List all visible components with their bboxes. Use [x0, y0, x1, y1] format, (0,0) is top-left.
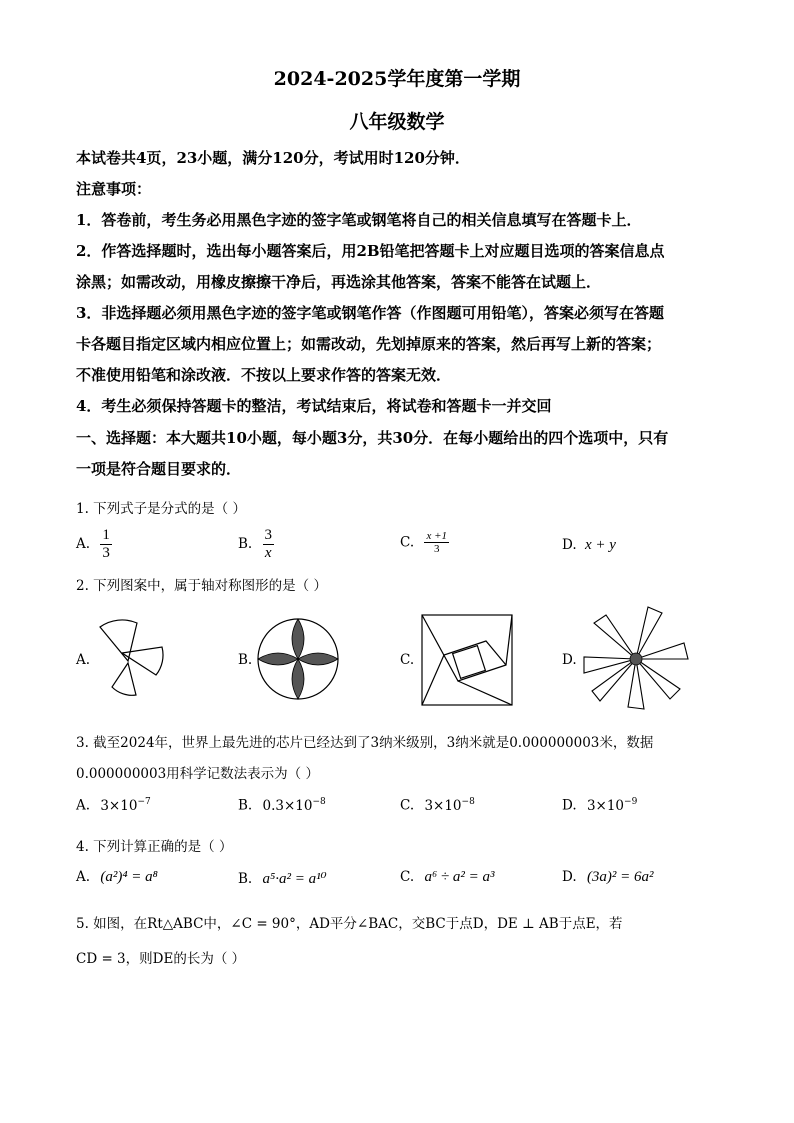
q3-a-exponent: −7 [137, 797, 151, 807]
q4-a-label: A. [76, 869, 91, 885]
q1-b-fraction [263, 527, 275, 561]
q3-c-exponent: −8 [461, 797, 475, 807]
q1-stem: 1. 下列式子是分式的是（ ） [76, 501, 246, 517]
q1-option-c [400, 530, 449, 555]
q4-option-b [238, 869, 327, 888]
q3-a-label: A. [76, 797, 91, 814]
q3-c-base: 3×10 [424, 797, 462, 814]
q1-c-fraction [424, 530, 449, 555]
q4-d-expression: (3a)² = 6a² [586, 869, 654, 885]
q2-figure-b-circle-petals [256, 617, 340, 701]
q3-option-d [562, 797, 637, 814]
q3-d-exponent: −9 [624, 797, 638, 807]
q3-c-label: C. [400, 797, 415, 814]
q1-a-label: A. [76, 536, 91, 552]
q2-stem: 2. 下列图案中，属于轴对称图形的是（ ） [76, 578, 327, 594]
notice-item-3a: 3．非选择题必须用黑色字迹的签字笔或钢笔作答（作图题可用铅笔），答案必须写在答题 [76, 304, 664, 322]
notice-item-3c: 不准使用铅笔和涂改液．不按以上要求作答的答案无效． [76, 366, 452, 384]
q3-b-exponent: −8 [312, 797, 326, 807]
q4-option-d [562, 869, 654, 886]
q2-d-label: D. [562, 652, 577, 668]
q1-b-numerator: 3 [264, 527, 273, 543]
q4-c-label: C. [400, 869, 415, 885]
q3-a-base: 3×10 [100, 797, 138, 814]
notice-item-2b: 涂黑；如需改动，用橡皮擦擦干净后，再选涂其他答案，答案不能答在试题上． [76, 273, 602, 291]
q3-b-label: B. [238, 797, 253, 814]
q1-a-numerator: 1 [102, 527, 110, 543]
q2-figure-d-windmill [582, 603, 690, 713]
q3-stem-line2: 0.000000003用科学记数法表示为（ ） [76, 766, 319, 782]
q3-d-base: 3×10 [586, 797, 625, 814]
q4-a-expression: (a²)⁴ = a⁸ [100, 869, 158, 885]
notice-item-4: 4．考生必须保持答题卡的整洁，考试结束后，将试卷和答题卡一并交回 [76, 397, 552, 415]
section1-line2: 一项是符合题目要求的． [76, 460, 242, 478]
q4-b-label: B. [238, 871, 253, 887]
q1-c-denominator: 3 [433, 543, 440, 556]
notice-item-2a: 2．作答选择题时，选出每小题答案后，用2B铅笔把答题卡上对应题目选项的答案信息点 [76, 242, 665, 260]
q1-option-b [238, 527, 274, 561]
q3-d-label: D. [562, 797, 577, 814]
q3-option-a [76, 797, 151, 814]
q4-c-expression: a⁶ ÷ a² = a³ [424, 869, 495, 885]
q2-a-label: A. [76, 652, 91, 668]
q1-option-a [76, 527, 112, 561]
section1-line1: 一、选择题：本大题共10小题，每小题3分，共30分．在每小题给出的四个选项中，只有 [76, 429, 669, 447]
q1-d-expression: x + y [584, 537, 616, 553]
q5-stem-line1: 5. 如图，在Rt△ABC中，∠C = 90°，AD平分∠BAC，交BC于点D，DE ⊥ AB于点E，若 [76, 916, 623, 932]
q1-c-numerator: x +1 [426, 530, 447, 542]
exam-subtitle: 八年级数学 [349, 111, 445, 133]
q3-option-b [238, 797, 326, 814]
q5-stem-line2: CD = 3，则DE的长为（ ） [76, 951, 246, 967]
q2-figure-c-square-pattern [420, 613, 514, 707]
notice-heading: 注意事项： [76, 180, 152, 198]
q1-a-denominator: 3 [102, 544, 110, 561]
q1-option-d [562, 537, 616, 554]
q4-option-a [76, 869, 158, 886]
q2-figure-a-pinwheel-sectors [90, 615, 174, 699]
notice-item-1: 1．答卷前，考生务必用黑色字迹的签字笔或钢笔将自己的相关信息填写在答题卡上． [76, 211, 642, 229]
q1-c-label: C. [400, 534, 415, 551]
exam-title: 2024-2025学年度第一学期 [273, 68, 521, 90]
q4-d-label: D. [562, 869, 577, 885]
q3-option-c [400, 797, 475, 814]
intro-text: 本试卷共4页，23小题，满分120分，考试用时120分钟． [76, 149, 470, 167]
q1-a-fraction [100, 527, 112, 561]
q2-b-label: B. [238, 652, 253, 668]
q3-b-base: 0.3×10 [262, 797, 313, 814]
q2-c-label: C. [400, 652, 415, 668]
q4-stem: 4. 下列计算正确的是（ ） [76, 839, 233, 855]
q1-b-denominator: x [264, 544, 272, 561]
notice-item-3b: 卡各题目指定区域内相应位置上；如需改动，先划掉原来的答案，然后再写上新的答案； [76, 335, 662, 353]
q4-option-c [400, 869, 495, 886]
q3-stem-line1: 3. 截至2024年，世界上最先进的芯片已经达到了3纳米级别，3纳米就是0.000000003米，数据 [76, 735, 654, 751]
q1-d-label: D. [562, 537, 577, 553]
q1-b-label: B. [238, 536, 253, 552]
q4-b-expression: a⁵·a² = a¹⁰ [262, 871, 327, 887]
